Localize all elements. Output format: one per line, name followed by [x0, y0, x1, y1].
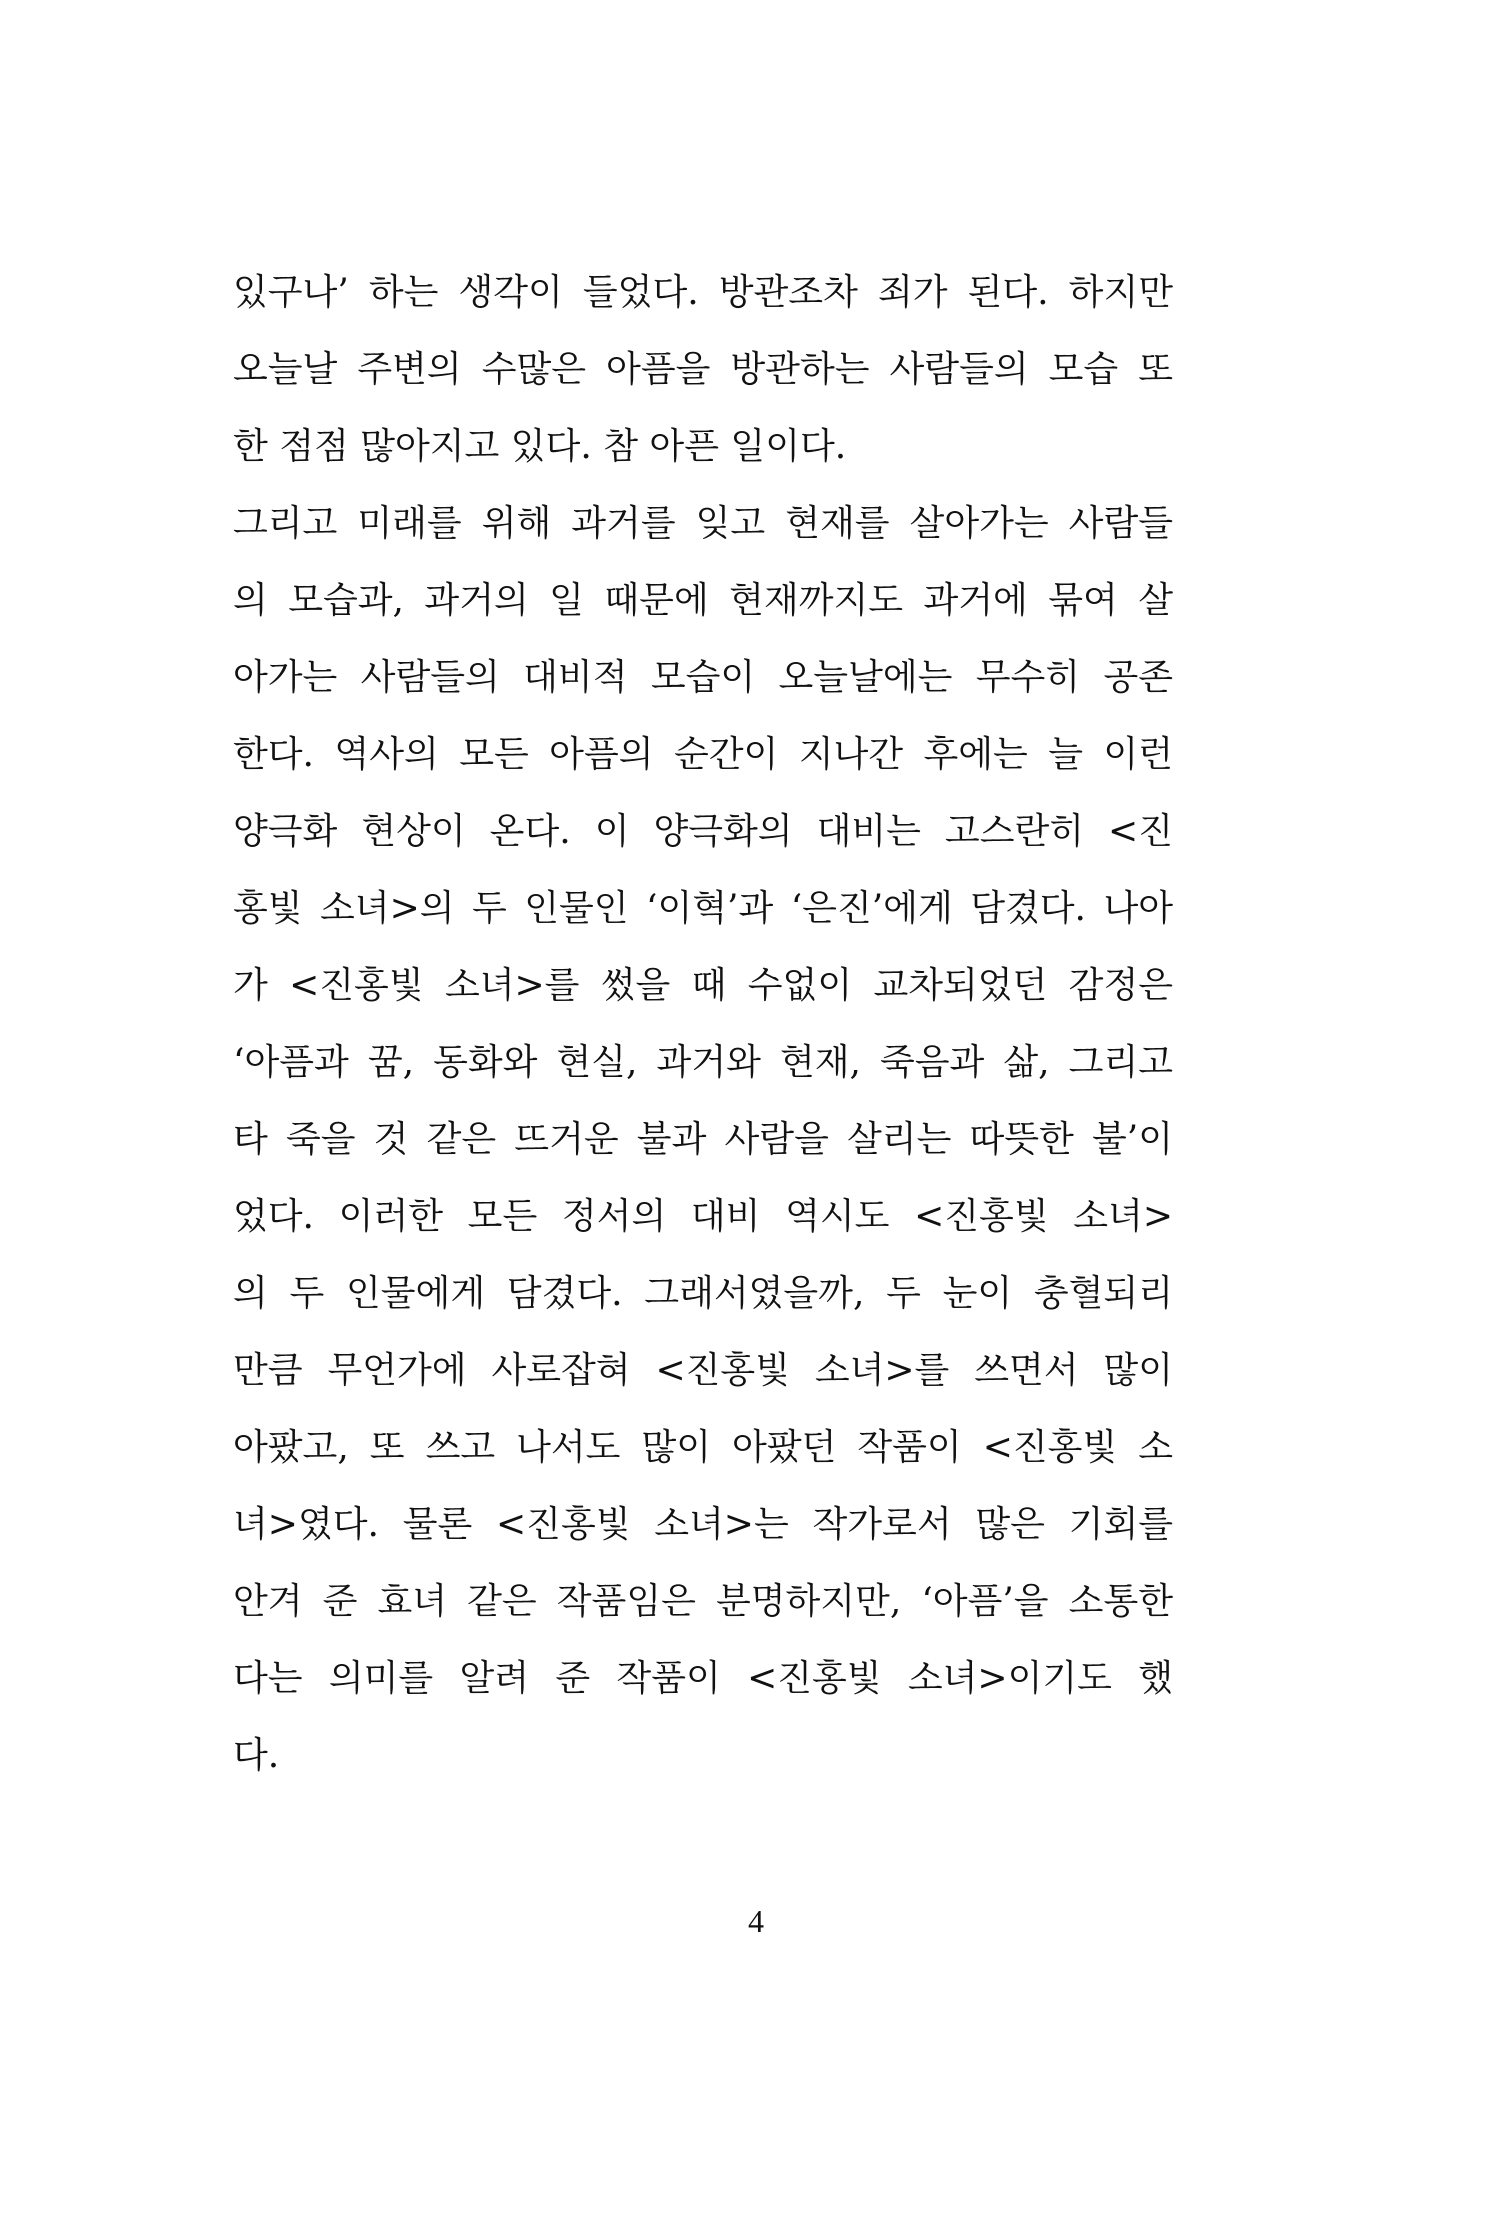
text-line: 한다. 역사의 모든 아픔의 순간이 지나간 후에는 늘 이런 [233, 734, 1173, 775]
text-line: 있구나’ 하는 생각이 들었다. 방관조차 죄가 된다. 하지만 [233, 272, 1173, 313]
text-line: 그리고 미래를 위해 과거를 잊고 현재를 살아가는 사람들 [233, 503, 1173, 544]
text-line: 양극화 현상이 온다. 이 양극화의 대비는 고스란히 <진 [233, 811, 1173, 852]
text-line: 한 점점 많아지고 있다. 참 아픈 일이다. [233, 426, 847, 467]
text-line: 의 모습과, 과거의 일 때문에 현재까지도 과거에 묶여 살 [233, 580, 1173, 621]
text-line: ‘아픔과 꿈, 동화와 현실, 과거와 현재, 죽음과 삶, 그리고 [233, 1042, 1173, 1083]
text-line: 타 죽을 것 같은 뜨거운 불과 사람을 살리는 따뜻한 불’이 [233, 1119, 1173, 1160]
text-line: 아팠고, 또 쓰고 나서도 많이 아팠던 작품이 <진홍빛 소 [233, 1427, 1173, 1468]
text-line: 오늘날 주변의 수많은 아픔을 방관하는 사람들의 모습 또 [233, 349, 1173, 390]
text-line: 아가는 사람들의 대비적 모습이 오늘날에는 무수히 공존 [233, 657, 1173, 698]
text-line: 다는 의미를 알려 준 작품이 <진홍빛 소녀>이기도 했 [233, 1658, 1173, 1699]
text-line: 의 두 인물에게 담겼다. 그래서였을까, 두 눈이 충혈되리 [233, 1273, 1173, 1314]
text-line: 만큼 무언가에 사로잡혀 <진홍빛 소녀>를 쓰면서 많이 [233, 1350, 1173, 1391]
text-line: 녀>였다. 물론 <진홍빛 소녀>는 작가로서 많은 기회를 [233, 1504, 1173, 1545]
text-line: 가 <진홍빛 소녀>를 썼을 때 수없이 교차되었던 감정은 [233, 965, 1173, 1006]
text-line: 안겨 준 효녀 같은 작품임은 분명하지만, ‘아픔’을 소통한 [233, 1581, 1173, 1622]
text-line: 었다. 이러한 모든 정서의 대비 역시도 <진홍빛 소녀> [233, 1196, 1173, 1237]
text-line: 다. [233, 1735, 280, 1776]
text-line: 홍빛 소녀>의 두 인물인 ‘이혁’과 ‘은진’에게 담겼다. 나아 [233, 888, 1173, 929]
body-text [233, 254, 1173, 1794]
page-number: 4 [748, 1903, 764, 1939]
